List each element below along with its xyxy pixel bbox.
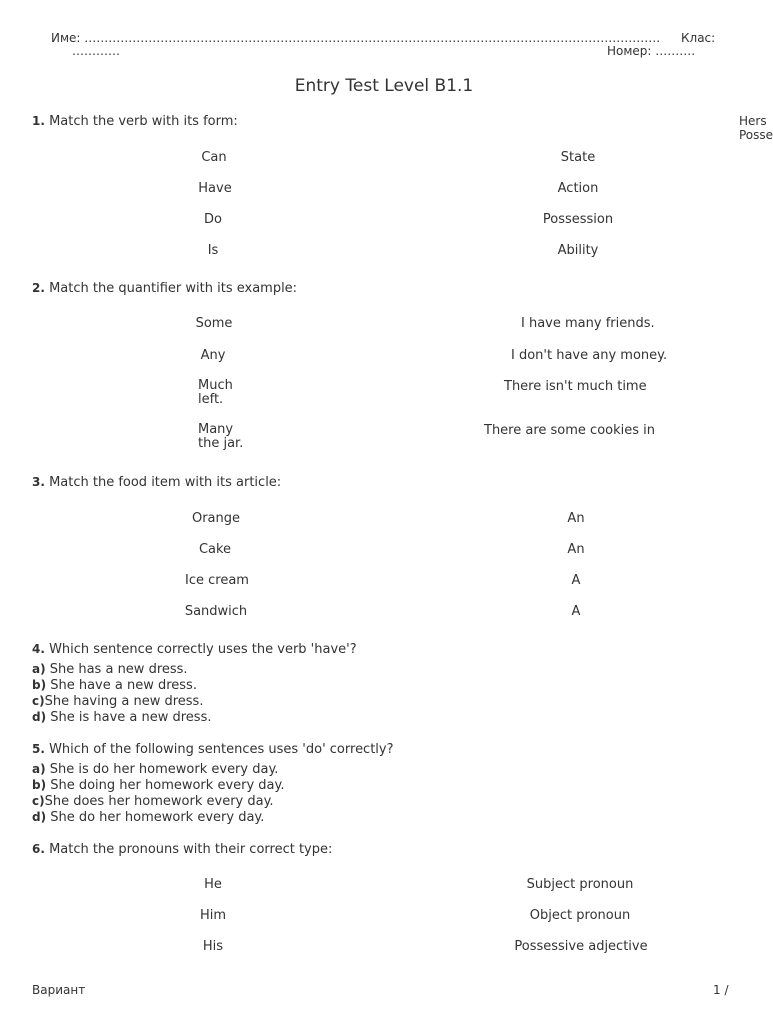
- match-right-item: A: [571, 604, 581, 619]
- question-number: 6.: [32, 842, 45, 856]
- option-text: She does her homework every day.: [44, 794, 274, 809]
- option-text: She do her homework every day.: [50, 810, 265, 825]
- answer-option: [32, 762, 278, 777]
- question-2: [32, 281, 297, 296]
- match-left-item: He: [204, 877, 222, 892]
- question-5: [32, 742, 394, 757]
- match-left-continuation: left.: [198, 392, 224, 407]
- option-text: She having a new dress.: [44, 694, 204, 709]
- question-text: Which sentence correctly uses the verb 'have'?: [49, 642, 357, 657]
- match-left-item: Any: [200, 348, 226, 363]
- match-left-item: Can: [201, 150, 227, 165]
- match-right-item: I don't have any money.: [511, 348, 668, 363]
- option-letter: b): [32, 778, 47, 792]
- option-letter: a): [32, 662, 46, 676]
- match-left-item: Cake: [198, 542, 232, 557]
- option-letter: b): [32, 678, 47, 692]
- option-letter: c): [32, 694, 45, 708]
- footer-page-number: 1 /: [713, 983, 729, 997]
- match-right-item: State: [560, 150, 596, 165]
- match-right-item: There isn't much time: [504, 379, 647, 394]
- match-left-item: Do: [204, 212, 222, 227]
- cut-off-line-2: Posse: [739, 128, 773, 142]
- match-left-item: [198, 379, 233, 407]
- match-right-item: An: [567, 511, 585, 526]
- cut-off-text: [739, 114, 773, 142]
- match-left-item: Some: [195, 316, 233, 331]
- question-number: 3.: [32, 475, 45, 489]
- option-text: She doing her homework every day.: [50, 778, 285, 793]
- match-left-item: Is: [207, 243, 219, 258]
- option-text: She is have a new dress.: [50, 710, 212, 725]
- question-text: Match the pronouns with their correct type:: [49, 842, 333, 857]
- question-text: Match the verb with its form:: [49, 114, 238, 129]
- option-letter: a): [32, 762, 46, 776]
- page-title: Entry Test Level B1.1: [294, 76, 474, 96]
- match-right-item: An: [567, 542, 585, 557]
- match-right-item: Action: [557, 181, 599, 196]
- name-field-line: Име: ………………………………………………………………………………………………………………………………: [51, 31, 661, 45]
- match-right-item: Possession: [542, 212, 614, 227]
- answer-option: [32, 778, 285, 793]
- number-label: Номер: ……….: [607, 44, 696, 58]
- answer-option: [32, 794, 274, 809]
- question-3: [32, 475, 281, 490]
- match-left-continuation: the jar.: [198, 436, 244, 451]
- answer-option: [32, 662, 188, 677]
- match-left-word: Many: [198, 422, 234, 437]
- match-left-item: Ice cream: [185, 573, 249, 588]
- match-left-item: Orange: [191, 511, 241, 526]
- answer-option: [32, 710, 211, 725]
- option-text: She is do her homework every day.: [49, 762, 279, 777]
- match-left-item: His: [202, 939, 224, 954]
- answer-option: [32, 678, 197, 693]
- question-1: [32, 114, 238, 129]
- match-right-item: Ability: [557, 243, 599, 258]
- question-number: 5.: [32, 742, 45, 756]
- match-right-item: A: [571, 573, 581, 588]
- question-text: Match the food item with its article:: [49, 475, 282, 490]
- question-number: 4.: [32, 642, 45, 656]
- match-right-item: I have many friends.: [521, 316, 655, 331]
- answer-option: [32, 694, 203, 709]
- match-right-item: Subject pronoun: [526, 877, 634, 892]
- match-right-item: Object pronoun: [529, 908, 631, 923]
- question-number: 1.: [32, 114, 45, 128]
- option-letter: d): [32, 710, 47, 724]
- name-field-dots: …………: [72, 44, 120, 58]
- question-4: [32, 642, 357, 657]
- answer-option: [32, 810, 264, 825]
- question-number: 2.: [32, 281, 45, 295]
- match-left-item: Sandwich: [184, 604, 248, 619]
- match-right-item: There are some cookies in: [484, 423, 655, 438]
- footer-variant: Вариант: [32, 983, 86, 997]
- class-label: Клас:: [681, 31, 716, 45]
- question-text: Match the quantifier with its example:: [49, 281, 298, 296]
- match-left-item: [198, 423, 243, 451]
- option-text: She have a new dress.: [50, 678, 197, 693]
- cut-off-line-1: Hers: [739, 114, 767, 128]
- match-left-item: Have: [198, 181, 232, 196]
- question-6: [32, 842, 332, 857]
- match-left-word: Much: [198, 378, 233, 393]
- option-letter: d): [32, 810, 47, 824]
- option-text: She has a new dress.: [49, 662, 188, 677]
- match-left-item: Him: [199, 908, 227, 923]
- option-letter: c): [32, 794, 45, 808]
- match-right-item: Possessive adjective: [514, 939, 648, 954]
- question-text: Which of the following sentences uses 'do' correctly?: [49, 742, 394, 757]
